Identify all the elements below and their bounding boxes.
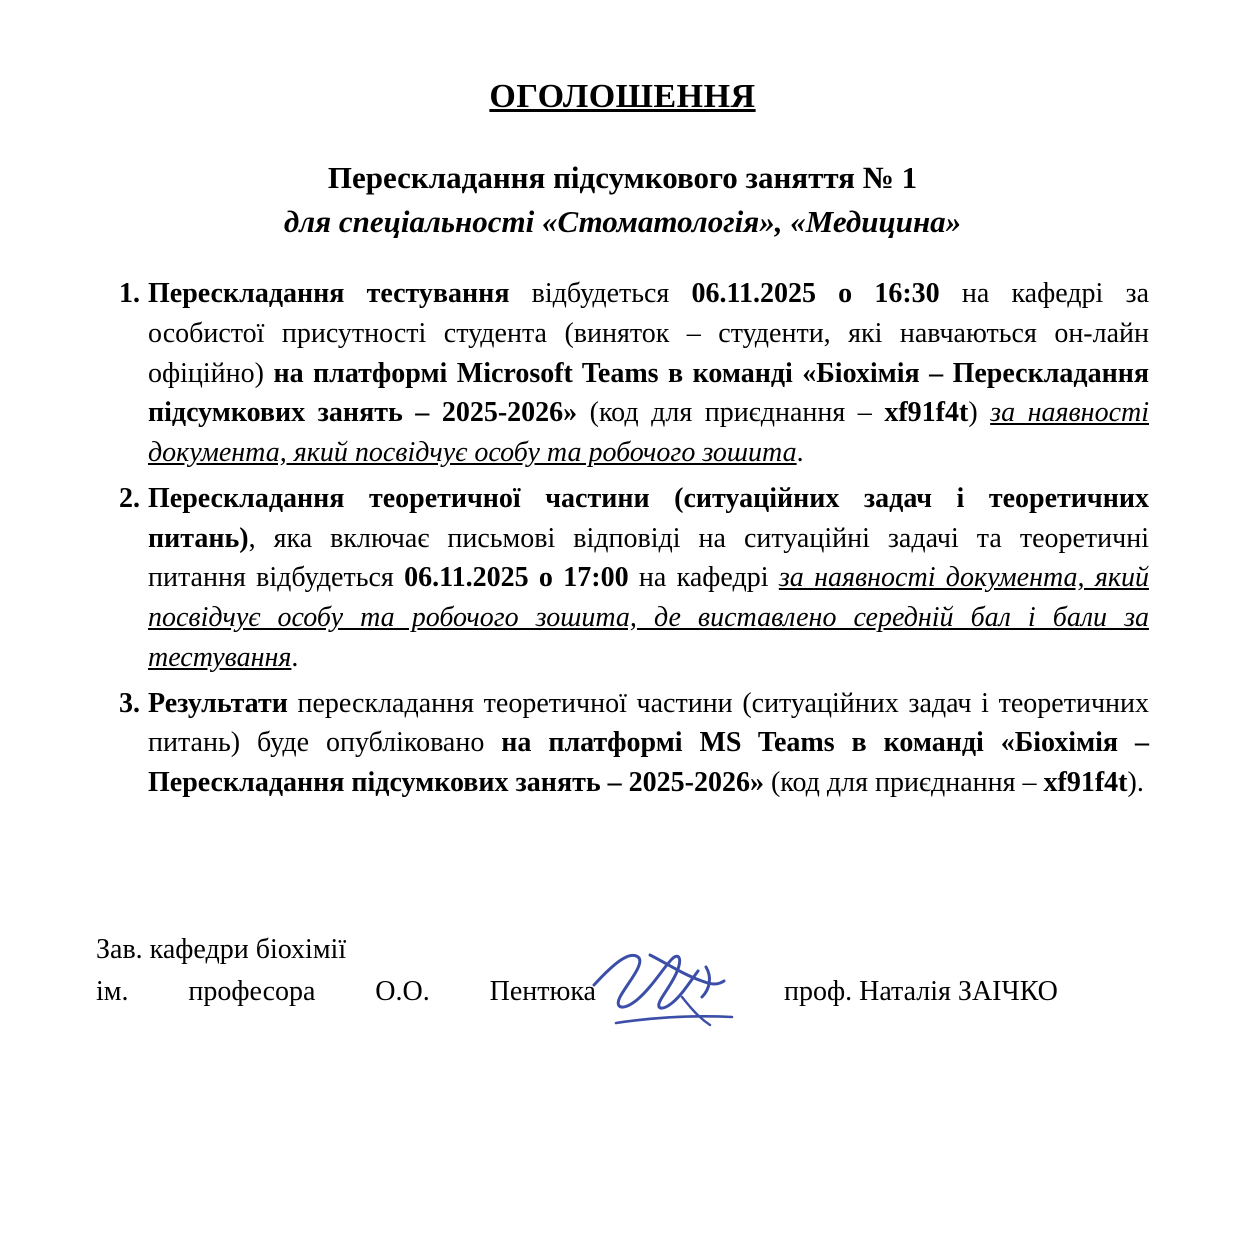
signature-block (96, 929, 1149, 1013)
text-run: перескладання теоретичної частини (ситуаційних задач і теоретичних питань) буде опубліковано (148, 687, 1149, 759)
text-run: (код для приєднання – (763, 767, 1044, 798)
text-run: за наявності документа, який посвідчує особу та робочого зошита, де виставлено середній бал і бали за тестування (148, 562, 1149, 673)
text-run: 06.11.2025 о 17:00 (404, 562, 629, 594)
list-item-text (148, 483, 1149, 673)
text-run: xf91f4t (1043, 767, 1128, 798)
text-run: на платформі Microsoft Teams в команді «Біохімія – Перескладання підсумкових занять – 2025-2026» (148, 357, 1149, 429)
signatory-name: проф. Наталія ЗАІЧКО (784, 975, 1058, 1007)
subtitle-line-2: для спеціальності «Стоматологія», «Медицина» (283, 204, 962, 239)
text-run: Перескладання теоретичної частини (ситуаційних задач і теоретичних питань) (148, 482, 1149, 554)
professor-name-label (96, 971, 596, 1013)
text-run: . (796, 437, 804, 468)
text-run: ) (968, 397, 991, 429)
text-run: на кафедрі (628, 562, 779, 594)
page-title: ОГОЛОШЕННЯ (489, 78, 756, 115)
list-item-number: 2. (119, 482, 140, 514)
text-run: Перескладання тестування (148, 278, 510, 309)
text-run: ). (1127, 767, 1144, 798)
text-word: професора (188, 975, 316, 1007)
list-item-number: 3. (119, 687, 140, 719)
text-word: ім. (96, 975, 129, 1007)
text-run: . (291, 641, 299, 673)
text-word: Пентюка (489, 975, 596, 1007)
text-run: відбудеться (509, 278, 692, 309)
text-run: , яка включає письмові відповіді на ситуаційні задачі та теоретичні питання відбудеться (148, 522, 1149, 594)
department-head-label: Зав. кафедри біохімії (96, 933, 347, 965)
list-item-number: 1. (119, 278, 140, 309)
announcement-list (96, 274, 1149, 803)
list-item (96, 479, 1149, 678)
subtitle-line-1: Перескладання підсумкового заняття № 1 (327, 160, 918, 195)
handwritten-signature-icon (596, 973, 766, 1013)
text-word: О.О. (375, 975, 430, 1007)
text-run: xf91f4t (884, 397, 969, 429)
signature-row (96, 971, 1149, 1013)
text-run: Результати (148, 687, 288, 719)
text-run: за наявності документа, який посвідчує особу та робочого зошита (148, 397, 1149, 468)
text-run: на кафедрі за особистої присутності студента (виняток – студенти, які навчаються он-лайн офіційно) (148, 278, 1150, 389)
list-item (96, 684, 1149, 803)
text-run: на платформі MS Teams в команді «Біохімія – Перескладання підсумкових занять – 2025-2026» (148, 727, 1149, 798)
text-run: (код для приєднання – (577, 397, 885, 429)
list-item-text (148, 688, 1149, 799)
text-run: 06.11.2025 о 16:30 (691, 278, 940, 309)
list-item (96, 274, 1149, 473)
list-item-text (148, 278, 1149, 468)
